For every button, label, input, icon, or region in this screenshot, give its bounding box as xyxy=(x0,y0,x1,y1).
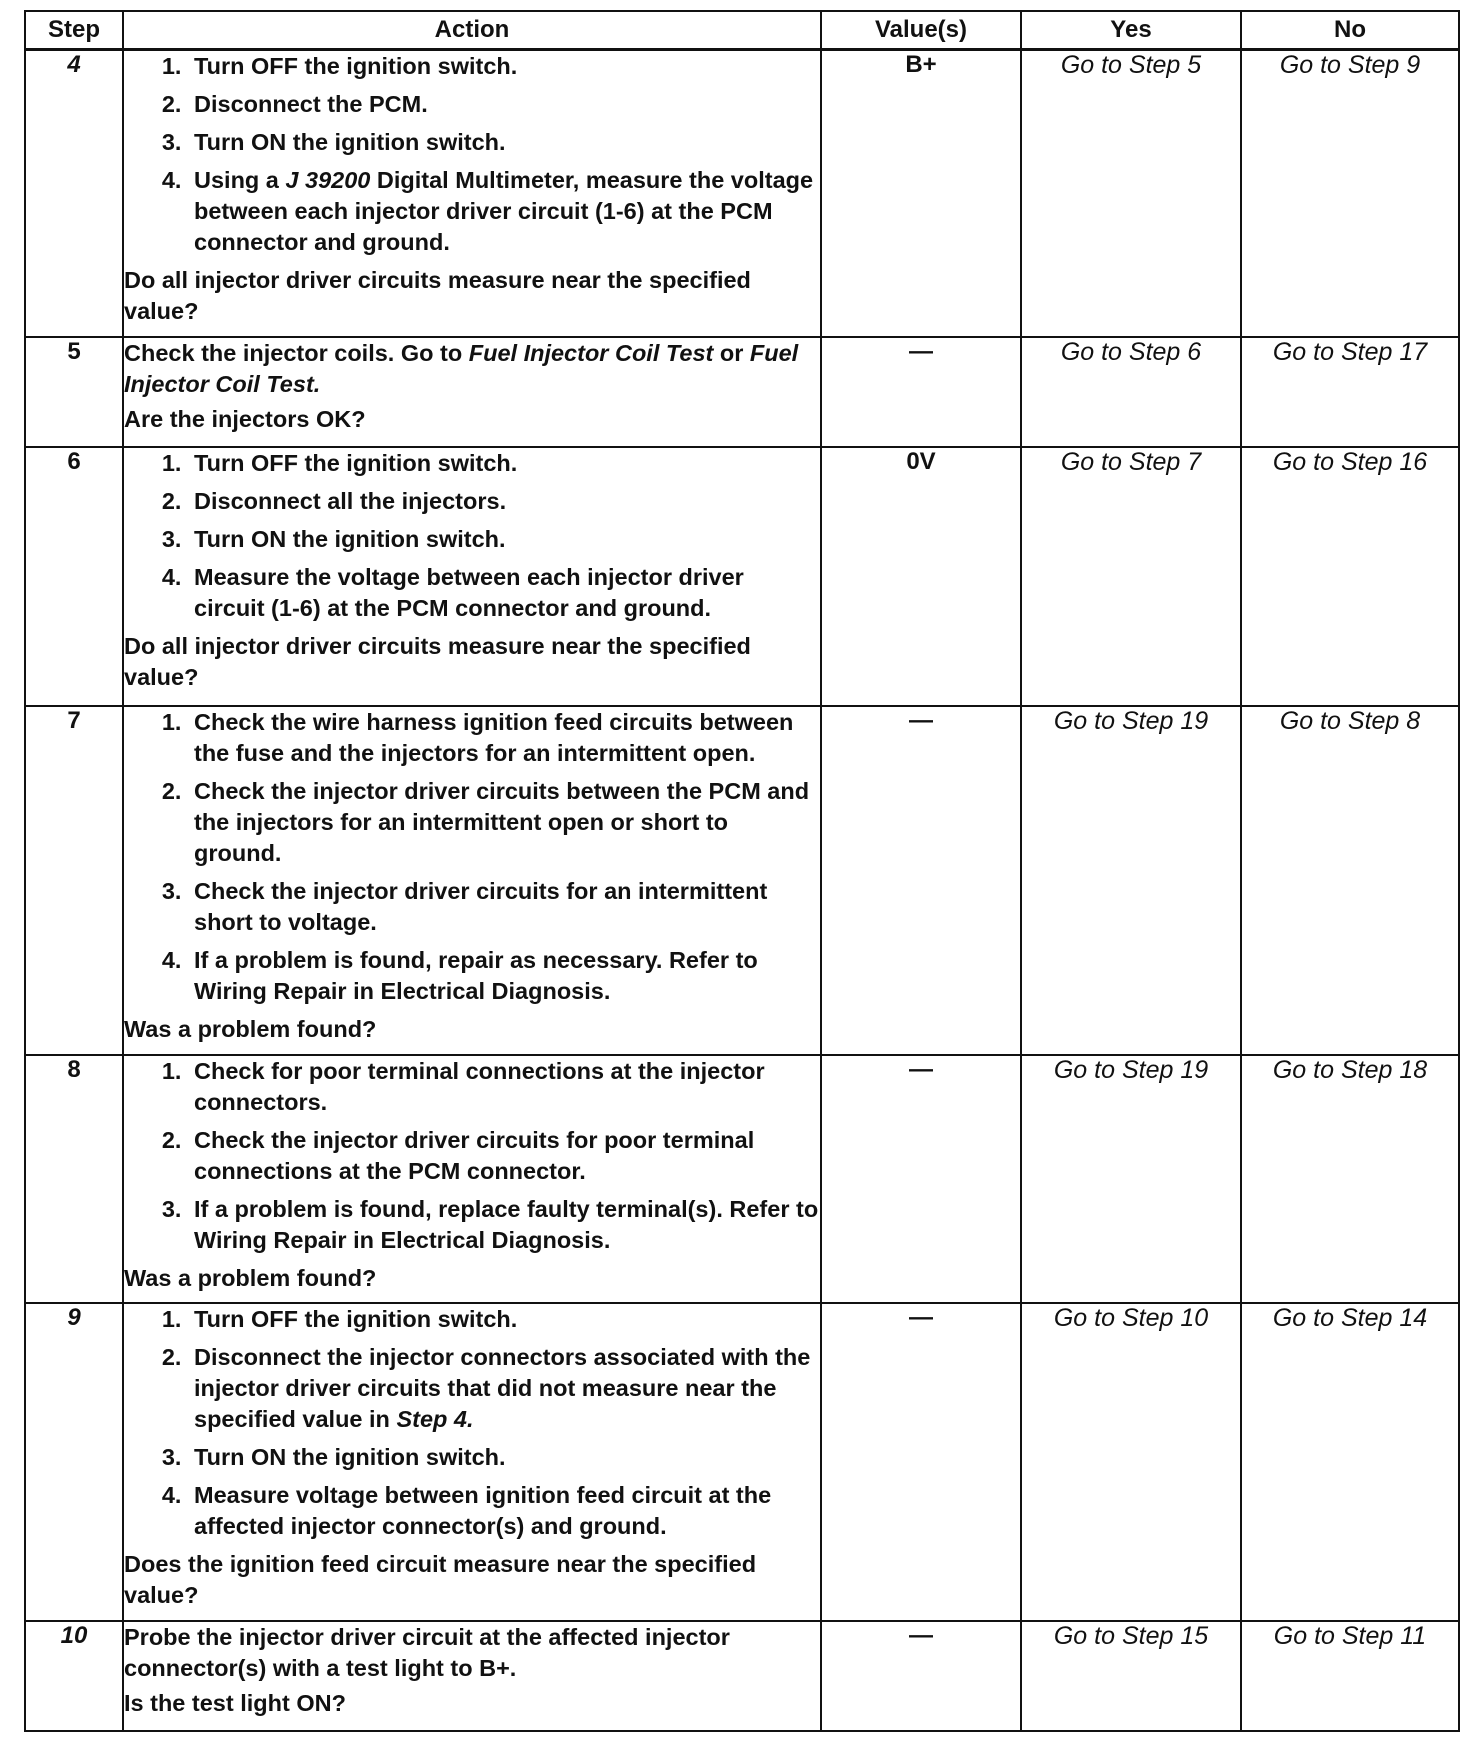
procedure-link[interactable]: Fuel Injector Coil Test. xyxy=(124,339,799,397)
list-item: 1. Turn OFF the ignition switch. xyxy=(188,51,820,82)
header-no: No xyxy=(1241,11,1459,50)
value-cell: B+ xyxy=(821,50,1021,337)
list-item: 3. Turn ON the ignition switch. xyxy=(188,524,820,555)
step-number: 5 xyxy=(25,337,123,447)
action-list xyxy=(124,1304,820,1542)
list-item: 3. If a problem is found, replace faulty terminal(s). Refer to Wiring Repair in Electrical Diagnosis. xyxy=(188,1194,820,1256)
table-row xyxy=(25,447,1459,706)
action-cell xyxy=(123,447,821,706)
yes-link[interactable]: Go to Step 19 xyxy=(1021,706,1241,1055)
no-link[interactable]: Go to Step 14 xyxy=(1241,1303,1459,1621)
question: Was a problem found? xyxy=(124,1015,377,1042)
no-link[interactable]: Go to Step 16 xyxy=(1241,447,1459,706)
action-list xyxy=(124,51,820,258)
action-list xyxy=(124,448,820,624)
step-number: 8 xyxy=(25,1055,123,1303)
item-text: Disconnect the injector connectors associated with the injector driver circuits that did not measure near the specified value in xyxy=(194,1343,811,1432)
list-item: 4. Measure voltage between ignition feed circuit at the affected injector connector(s) and ground. xyxy=(188,1480,820,1542)
list-item: 4. If a problem is found, repair as necessary. Refer to Wiring Repair in Electrical Diagnosis. xyxy=(188,945,820,1007)
diagnostic-table xyxy=(24,10,1460,1732)
list-item: 3. Turn ON the ignition switch. xyxy=(188,127,820,158)
header-step: Step xyxy=(25,11,123,50)
action-cell xyxy=(123,1621,821,1731)
table-row xyxy=(25,706,1459,1055)
step-reference[interactable]: Step 4. xyxy=(396,1405,474,1432)
value-cell: — xyxy=(821,1621,1021,1731)
header-row xyxy=(25,11,1459,50)
list-item: 1. Turn OFF the ignition switch. xyxy=(188,1304,820,1335)
yes-link[interactable]: Go to Step 19 xyxy=(1021,1055,1241,1303)
action-cell xyxy=(123,1303,821,1621)
step-number: 9 xyxy=(25,1303,123,1621)
list-item: 2. Disconnect the PCM. xyxy=(188,89,820,120)
action-cell xyxy=(123,337,821,447)
list-item: 2. Check the injector driver circuits between the PCM and the injectors for an intermittent open or short to ground. xyxy=(188,776,820,869)
value-cell: — xyxy=(821,337,1021,447)
action-cell xyxy=(123,1055,821,1303)
list-item: 2. Disconnect all the injectors. xyxy=(188,486,820,517)
question: Was a problem found? xyxy=(124,1264,377,1291)
question: Are the injectors OK? xyxy=(124,405,366,432)
no-link[interactable]: Go to Step 8 xyxy=(1241,706,1459,1055)
yes-link[interactable]: Go to Step 5 xyxy=(1021,50,1241,337)
list-item: 3. Turn ON the ignition switch. xyxy=(188,1442,820,1473)
tool-reference: J 39200 xyxy=(285,167,371,193)
list-item: 3. Check the injector driver circuits for an intermittent short to voltage. xyxy=(188,876,820,938)
yes-link[interactable]: Go to Step 6 xyxy=(1021,337,1241,447)
question: Do all injector driver circuits measure near the specified value? xyxy=(124,632,751,690)
step-number: 4 xyxy=(25,50,123,337)
list-item xyxy=(188,165,820,258)
action-paragraph: Probe the injector driver circuit at the affected injector connector(s) with a test light to B+. xyxy=(124,1623,730,1681)
step-number: 6 xyxy=(25,447,123,706)
list-item xyxy=(188,1342,820,1435)
action-list xyxy=(124,1056,820,1256)
value-cell: 0V xyxy=(821,447,1021,706)
question: Does the ignition feed circuit measure near the specified value? xyxy=(124,1550,757,1608)
header-yes: Yes xyxy=(1021,11,1241,50)
table-row xyxy=(25,1055,1459,1303)
step-number: 7 xyxy=(25,706,123,1055)
table-row xyxy=(25,50,1459,337)
value-cell: — xyxy=(821,1303,1021,1621)
yes-link[interactable]: Go to Step 15 xyxy=(1021,1621,1241,1731)
para-text: Check the injector coils. Go to xyxy=(124,339,469,366)
no-link[interactable]: Go to Step 17 xyxy=(1241,337,1459,447)
list-item: 2. Check the injector driver circuits for poor terminal connections at the PCM connector. xyxy=(188,1125,820,1187)
table-row xyxy=(25,1621,1459,1731)
list-item: 4. Measure the voltage between each injector driver circuit (1-6) at the PCM connector and ground. xyxy=(188,562,820,624)
value-cell: — xyxy=(821,706,1021,1055)
table-row xyxy=(25,1303,1459,1621)
header-values: Value(s) xyxy=(821,11,1021,50)
header-action: Action xyxy=(123,11,821,50)
step-number: 10 xyxy=(25,1621,123,1731)
action-cell xyxy=(123,706,821,1055)
yes-link[interactable]: Go to Step 10 xyxy=(1021,1303,1241,1621)
list-item: 1. Turn OFF the ignition switch. xyxy=(188,448,820,479)
no-link[interactable]: Go to Step 18 xyxy=(1241,1055,1459,1303)
para-text: or xyxy=(713,339,750,366)
procedure-link[interactable]: Fuel Injector Coil Test xyxy=(468,339,714,366)
item-text: Using a xyxy=(194,167,286,193)
item-text: Digital Multimeter, measure the voltage between each injector driver circuit (1-6) at the PCM connector and ground. xyxy=(194,167,814,255)
table-row xyxy=(25,337,1459,447)
question: Do all injector driver circuits measure near the specified value? xyxy=(124,267,751,324)
list-item: 1. Check the wire harness ignition feed circuits between the fuse and the injectors for an intermittent open. xyxy=(188,707,820,769)
action-paragraph xyxy=(124,338,820,400)
action-list xyxy=(124,707,820,1007)
yes-link[interactable]: Go to Step 7 xyxy=(1021,447,1241,706)
question: Is the test light ON? xyxy=(124,1689,346,1716)
no-link[interactable]: Go to Step 9 xyxy=(1241,50,1459,337)
value-cell: — xyxy=(821,1055,1021,1303)
list-item: 1. Check for poor terminal connections at the injector connectors. xyxy=(188,1056,820,1118)
action-cell xyxy=(123,50,821,337)
no-link[interactable]: Go to Step 11 xyxy=(1241,1621,1459,1731)
